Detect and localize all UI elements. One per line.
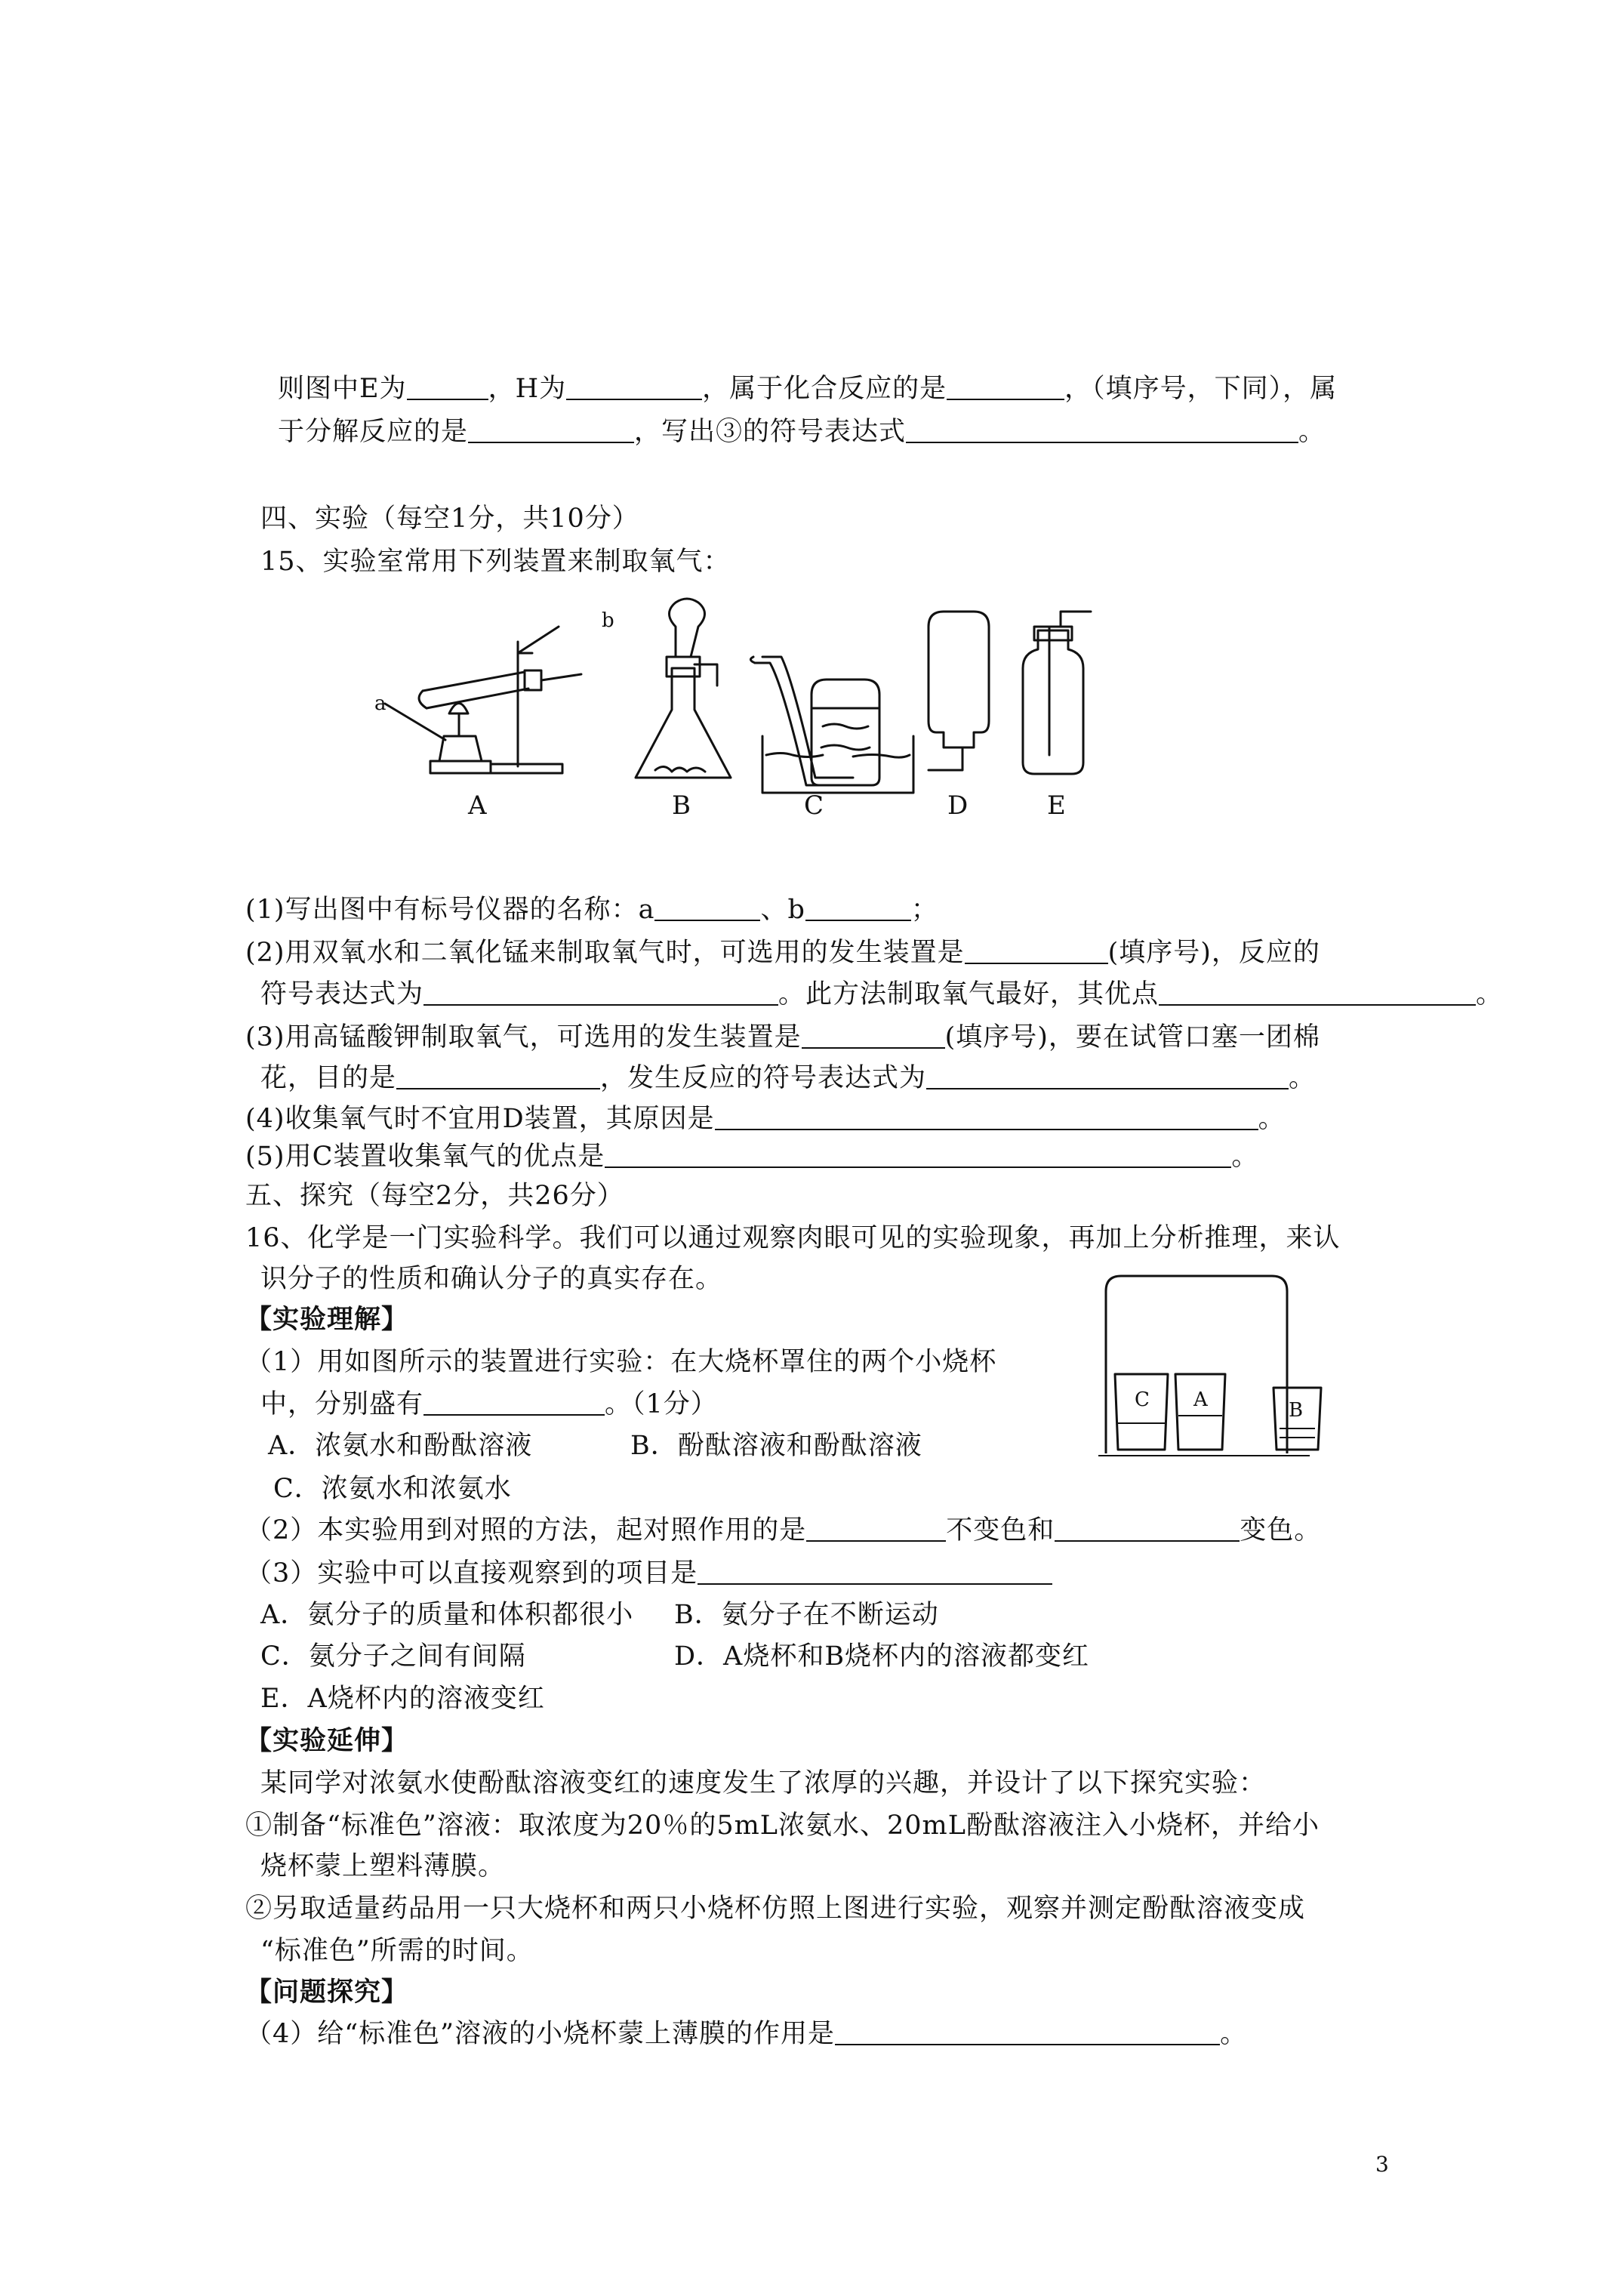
blank-d-reason[interactable] — [715, 1103, 1258, 1130]
blank-c-advantage[interactable] — [605, 1141, 1231, 1168]
q15-part4 — [245, 1102, 1286, 1136]
q15-text: 。 — [1258, 1104, 1286, 1134]
q16-p3-option-a[interactable]: A．氨分子的质量和体积都很小 — [260, 1600, 634, 1630]
q15-text: (5)用C装置收集氧气的优点是 — [245, 1142, 605, 1172]
blank-cotton-purpose[interactable] — [396, 1062, 600, 1089]
step1-line1: ①制备“标准色”溶液：取浓度为20％的5mL浓氨水、20mL酚酞溶液注入小烧杯，并给小 — [245, 1811, 1320, 1841]
q16-stem-line2: 识分子的性质和确认分子的真实存在。 — [260, 1264, 723, 1294]
q16-text: 。 — [1220, 2019, 1248, 2049]
q16-p3-option-c[interactable]: C．氨分子之间有间隔 — [260, 1641, 526, 1672]
q16-text: 不变色和 — [946, 1515, 1055, 1546]
q15-text: (4)收集氧气时不宜用D装置，其原因是 — [245, 1104, 715, 1134]
q15-text: (1)写出图中有标号仪器的名称：a — [245, 895, 655, 925]
blank-contents[interactable] — [423, 1388, 605, 1416]
beaker-label-b: B — [1289, 1399, 1304, 1422]
label-B: B — [672, 791, 691, 821]
blank-e[interactable] — [407, 373, 488, 400]
section4-heading: 四、实验（每空1分，共10分） — [260, 504, 639, 534]
beaker-label-a: A — [1193, 1388, 1208, 1411]
q16-part1-line1: （1）用如图所示的装置进行实验：在大烧杯罩住的两个小烧杯 — [245, 1347, 997, 1377]
q15-text: (3)用高锰酸钾制取氧气，可选用的发生装置是 — [245, 1022, 802, 1052]
q15-text: 花，目的是 — [260, 1063, 397, 1093]
extension-intro: 某同学对浓氨水使酚酞溶液变红的速度发生了浓厚的兴趣，并设计了以下探究实验： — [260, 1768, 1267, 1798]
label-C: C — [804, 791, 824, 821]
blank-a-name[interactable] — [654, 894, 760, 921]
q16-option-a[interactable]: A．浓氨水和酚酞溶液 — [268, 1431, 533, 1461]
label-E: E — [1047, 791, 1066, 821]
q16-part2 — [245, 1514, 1321, 1547]
label-b: b — [602, 609, 614, 632]
blank-observable[interactable] — [698, 1558, 1052, 1585]
blank-b-name[interactable] — [805, 894, 911, 921]
q16-text: 。（1分） — [605, 1389, 718, 1419]
q16-option-b[interactable]: B．酚酞溶液和酚酞溶液 — [630, 1431, 922, 1461]
q16-p3-option-e[interactable]: E．A烧杯内的溶液变红 — [260, 1684, 545, 1714]
q16-part3 — [245, 1557, 1052, 1590]
blank-kmno4-device[interactable] — [802, 1022, 945, 1049]
q15-text: 。 — [1476, 979, 1504, 1009]
experiment-extension-heading: 【实验延伸】 — [245, 1725, 409, 1756]
q15-text: (填序号)，要在试管口塞一团棉 — [944, 1022, 1320, 1052]
q15-part5 — [245, 1140, 1258, 1173]
beaker-drawing — [1091, 1261, 1340, 1472]
q15-text: ； — [910, 895, 938, 925]
q16-text: （3）实验中可以直接观察到的项目是 — [245, 1558, 698, 1589]
blank-kmno4-equation[interactable] — [926, 1062, 1289, 1089]
q15-text: (2)用双氧水和二氧化锰来制取氧气时，可选用的发生装置是 — [245, 938, 965, 968]
label-a: a — [374, 692, 387, 715]
q16-p3-option-d[interactable]: D．A烧杯和B烧杯内的溶液都变红 — [674, 1641, 1090, 1672]
q15-text: 符号表达式为 — [260, 979, 424, 1009]
label-D: D — [947, 791, 969, 821]
blank-control-1[interactable] — [806, 1515, 946, 1542]
q15-part3-line1 — [245, 1021, 1320, 1054]
q15-stem: 15、实验室常用下列装置来制取氧气： — [260, 547, 731, 577]
q15-text: ，发生反应的符号表达式为 — [600, 1063, 927, 1093]
apparatus-drawing — [370, 596, 1155, 823]
q15-text: 。 — [1231, 1142, 1259, 1172]
problem-inquiry-heading: 【问题探究】 — [245, 1977, 409, 2008]
blank-film-purpose[interactable] — [835, 2018, 1220, 2045]
step2-line1: ②另取适量药品用一只大烧杯和两只小烧杯仿照上图进行实验，观察并测定酚酞溶液变成 — [245, 1894, 1306, 1924]
q14-text: 。 — [1298, 417, 1326, 447]
q14-text: ，（填序号，下同），属 — [1064, 374, 1338, 404]
q16-text: （2）本实验用到对照的方法，起对照作用的是 — [245, 1515, 807, 1546]
q16-option-c[interactable]: C．浓氨水和浓氨水 — [273, 1474, 512, 1504]
blank-h[interactable] — [566, 373, 702, 400]
q14-text: 于分解反应的是 — [278, 417, 469, 447]
experiment-understanding-heading: 【实验理解】 — [245, 1304, 409, 1335]
blank-combination[interactable] — [947, 373, 1064, 400]
q15-text: (填序号)，反应的 — [1107, 938, 1320, 968]
q15-text: 。 — [1289, 1063, 1317, 1093]
section5-heading: 五、探究（每空2分，共26分） — [245, 1181, 624, 1211]
q15-part2-line1 — [245, 936, 1320, 969]
q16-part1-line2 — [260, 1388, 718, 1421]
page-number: 3 — [1375, 2152, 1390, 2177]
oxygen-apparatus-figure — [370, 596, 1155, 823]
q14-text: ，属于化合反应的是 — [702, 374, 947, 404]
beaker-label-c: C — [1135, 1388, 1150, 1411]
q16-text: 变色。 — [1240, 1515, 1322, 1546]
blank-advantage[interactable] — [1159, 978, 1476, 1006]
q15-text: 、b — [760, 895, 805, 925]
step1-line2: 烧杯蒙上塑料薄膜。 — [260, 1851, 506, 1881]
q15-part1 — [245, 893, 938, 926]
q14-line1 — [278, 372, 1337, 405]
q14-text: ，H为 — [488, 374, 567, 404]
q14-text: ，写出③的符号表达式 — [634, 417, 907, 447]
q15-part3-line2 — [260, 1062, 1316, 1095]
q16-part4 — [245, 2017, 1247, 2051]
q16-text: 中，分别盛有 — [260, 1389, 424, 1419]
q16-stem-line1: 16、化学是一门实验科学。我们可以通过观察肉眼可见的实验现象，再加上分析推理，来认 — [245, 1223, 1341, 1253]
beaker-figure — [1091, 1261, 1340, 1472]
blank-control-2[interactable] — [1055, 1515, 1240, 1542]
blank-h2o2-device[interactable] — [965, 937, 1108, 964]
q16-p3-option-b[interactable]: B．氨分子在不断运动 — [674, 1600, 939, 1630]
q14-text: 则图中E为 — [278, 374, 407, 404]
q15-text: 。此方法制取氧气最好，其优点 — [778, 979, 1160, 1009]
q15-part2-line2 — [260, 978, 1503, 1011]
blank-h2o2-equation[interactable] — [423, 978, 778, 1006]
q16-text: （4）给“标准色”溶液的小烧杯蒙上薄膜的作用是 — [245, 2019, 836, 2049]
blank-decomposition[interactable] — [468, 416, 634, 443]
step2-line2: “标准色”所需的时间。 — [260, 1936, 534, 1966]
q14-line2 — [278, 415, 1326, 448]
label-A: A — [468, 791, 487, 821]
blank-equation-3[interactable] — [906, 416, 1298, 443]
